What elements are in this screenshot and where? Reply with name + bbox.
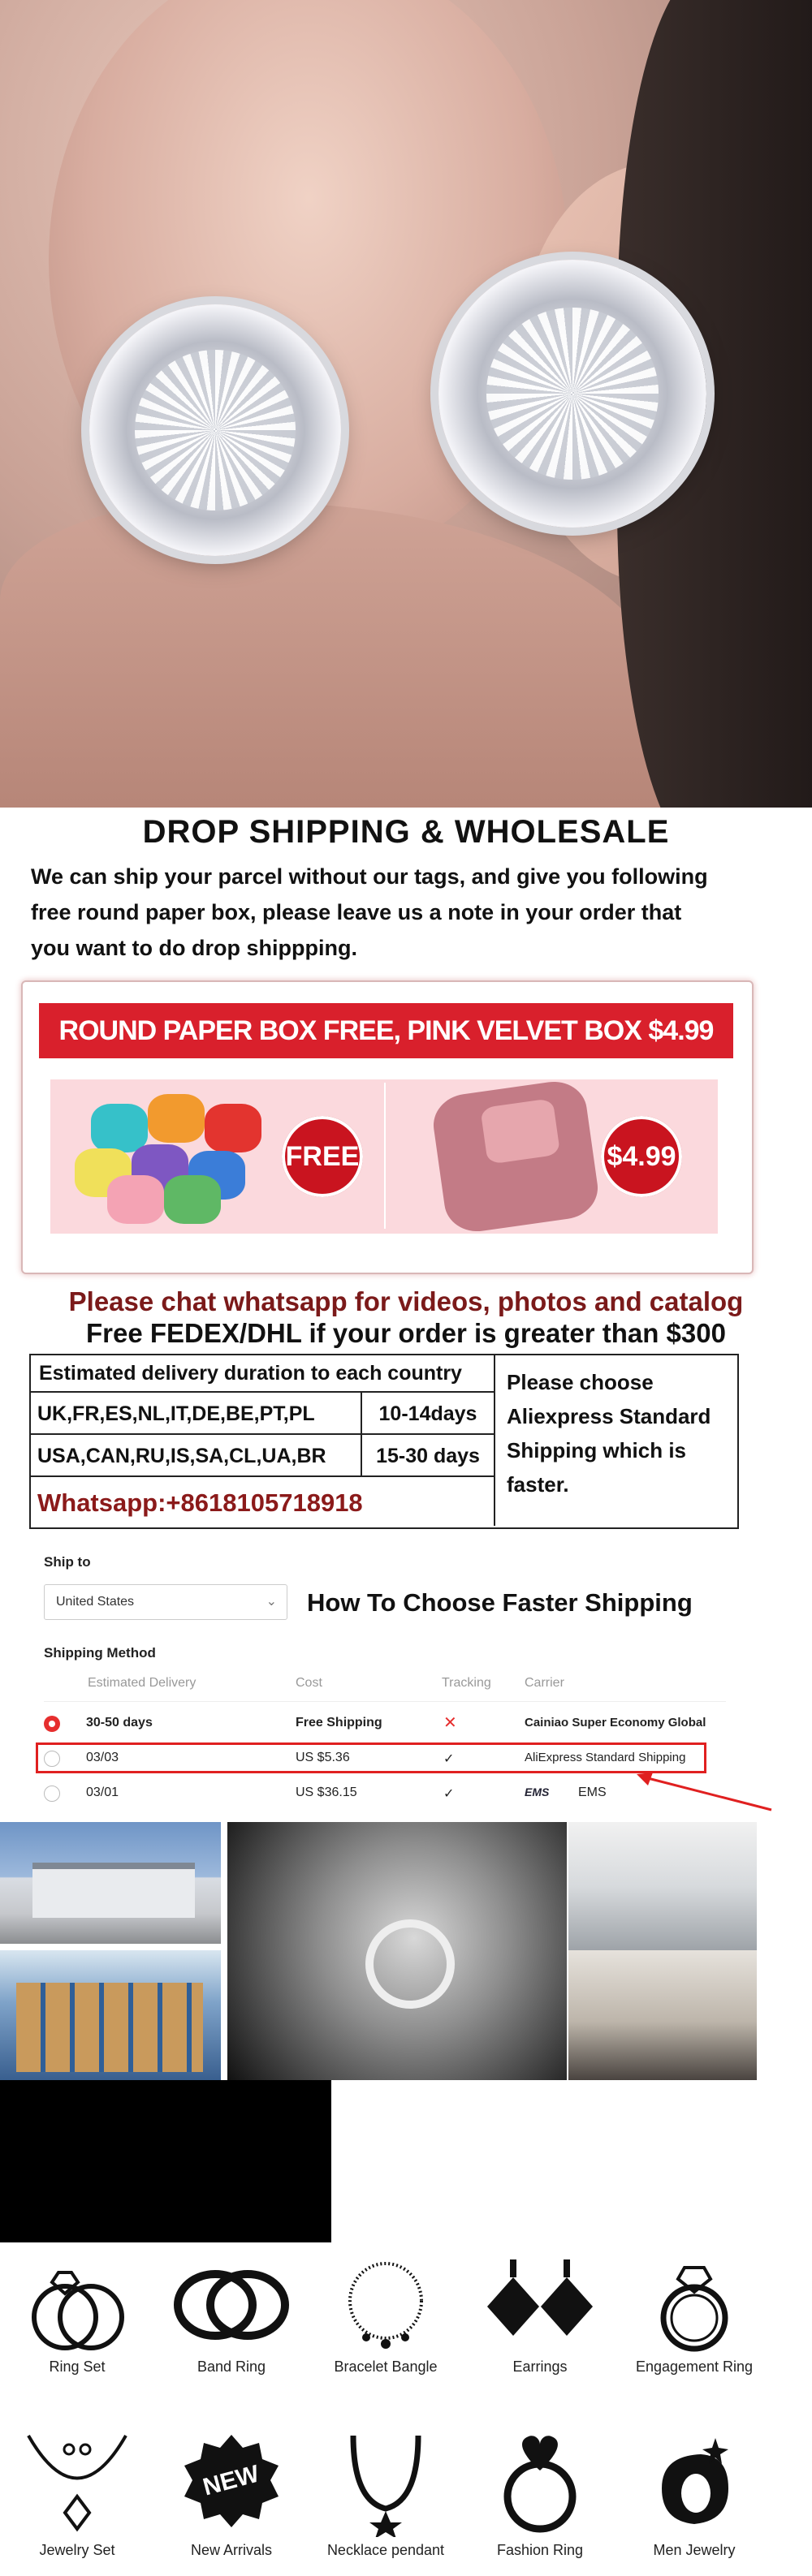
category-earrings[interactable] [463,2256,617,2376]
ship-to-label: Ship to [44,1554,91,1570]
category-label: Men Jewelry [653,2542,736,2558]
pointer-arrow-icon [633,1769,780,1818]
meeting-room-photo [568,1950,757,2080]
category-band-ring[interactable] [154,2256,309,2376]
factory-building-shape [32,1863,195,1918]
dropship-line-3: you want to do drop shippping. [31,936,357,960]
heart-ring-icon [483,2432,597,2537]
category-necklace[interactable] [309,2432,463,2559]
delivery-days-am: 15-30 days [362,1435,495,1477]
earring-right [438,260,706,528]
option-carrier: AliExpress Standard Shipping [525,1751,686,1764]
category-label: Fashion Ring [496,2542,584,2558]
dropship-title: DROP SHIPPING & WHOLESALE [142,814,670,850]
option-cost: Free Shipping [296,1716,382,1730]
category-bracelet[interactable] [309,2256,463,2376]
ring-set-icon [16,2256,138,2354]
whatsapp-chat-line: Please chat whatsapp for videos, photos and catalog [68,1286,744,1316]
shipping-note [495,1355,736,1526]
paper-box-green [164,1175,221,1224]
tracking-check-icon: ✓ [443,1752,455,1766]
band-ring-icon [166,2256,296,2354]
shipping-option-row[interactable] [44,1708,726,1740]
delivery-countries-am: USA,CAN,RU,IS,SA,CL,UA,BR [31,1435,362,1477]
dropship-line-1: We can ship your parcel without our tags, and give you following [31,864,708,889]
necklace-icon [329,2432,443,2537]
whatsapp-number[interactable]: Whatsapp:+8618105718918 [31,1477,495,1526]
promo-divider [384,1083,386,1229]
dropship-description [31,859,786,966]
category-men-jewelry[interactable] [617,2432,771,2559]
delivery-countries-eu: UK,FR,ES,NL,IT,DE,BE,PT,PL [31,1393,362,1435]
category-label: Jewelry Set [39,2542,115,2558]
option-cost: US $5.36 [296,1751,350,1764]
black-placeholder-block [0,2080,331,2242]
option-delivery: 03/01 [86,1786,119,1799]
country-value: United States [56,1595,135,1609]
neck-illustration [0,503,666,808]
new-badge-icon [175,2432,288,2537]
tracking-check-icon: ✓ [443,1787,455,1801]
shipping-method-label: Shipping Method [44,1645,156,1661]
shipping-divider [44,1701,726,1702]
earring-left [89,304,341,556]
col-tracking: Tracking [442,1676,491,1690]
option-delivery: 30-50 days [86,1716,153,1730]
hero-product-photo [0,0,812,808]
bracelet-icon [329,2256,443,2354]
jewelry-set-icon [16,2432,138,2537]
jeweler-setting-ring-photo [227,1822,567,2080]
radio-selected[interactable] [44,1716,60,1732]
ring-in-hand [365,1919,455,2009]
col-carrier: Carrier [525,1676,564,1690]
category-label: Engagement Ring [635,2358,754,2375]
engagement-ring-icon [637,2256,751,2354]
paper-box-red [205,1104,261,1152]
shipping-note-line-1: Please choose [507,1370,654,1394]
chevron-down-icon: ⌄ [266,1595,277,1609]
recommended-option-highlight [36,1742,706,1773]
category-engagement-ring[interactable] [617,2256,771,2376]
new-badge-text: NEW [200,2460,262,2501]
category-fashion-ring[interactable] [463,2432,617,2559]
shipping-note-line-3: Shipping which is [507,1438,686,1462]
shipping-option-row[interactable] [44,1777,726,1810]
option-carrier: Cainiao Super Economy Global [525,1716,706,1730]
warehouse-racks [16,1983,203,2072]
dropship-line-2: free round paper box, please leave us a note in your order that [31,900,682,924]
how-to-choose-shipping: How To Choose Faster Shipping [307,1588,693,1617]
category-jewelry-set[interactable] [0,2432,154,2559]
paper-box-orange [148,1094,205,1143]
category-label: Band Ring [197,2358,266,2375]
office-hall-photo [568,1822,757,1950]
free-fedex-line: Free FEDEX/DHL if your order is greater than $300 [86,1318,726,1348]
shipping-note-line-4: faster. [507,1472,569,1497]
category-ring-set[interactable] [0,2256,154,2376]
category-label: New Arrivals [190,2542,273,2558]
radio-unselected[interactable] [44,1786,60,1802]
category-label: Earrings [512,2358,568,2375]
factory-building-photo [0,1822,221,1944]
delivery-table [29,1354,739,1529]
option-cost: US $36.15 [296,1786,357,1799]
warehouse-shelves-photo [0,1950,221,2080]
category-label: Bracelet Bangle [334,2358,438,2375]
category-label: Ring Set [49,2358,106,2375]
ems-logo: EMS [525,1786,550,1798]
no-tracking-icon: ✕ [443,1714,457,1732]
delivery-table-header: Estimated delivery duration to each country [31,1355,495,1393]
box-promo-banner: ROUND PAPER BOX FREE, PINK VELVET BOX $4.99 [39,1003,733,1058]
earrings-icon [479,2256,601,2354]
option-carrier: EMS [578,1786,607,1799]
delivery-days-eu: 10-14days [362,1393,495,1435]
category-label: Necklace pendant [326,2542,445,2558]
paper-box-teal [91,1104,148,1152]
shipping-note-line-2: Aliexpress Standard [507,1404,711,1428]
paper-box-pink [107,1175,164,1224]
price-badge: $4.99 [601,1116,682,1197]
velvet-box-image [430,1078,602,1236]
option-delivery: 03/03 [86,1751,119,1764]
col-estimated-delivery: Estimated Delivery [88,1676,197,1690]
men-ring-icon [637,2432,751,2537]
country-select[interactable] [44,1584,287,1620]
col-cost: Cost [296,1676,322,1690]
free-badge: FREE [282,1116,363,1197]
category-new-arrivals[interactable] [154,2432,309,2559]
